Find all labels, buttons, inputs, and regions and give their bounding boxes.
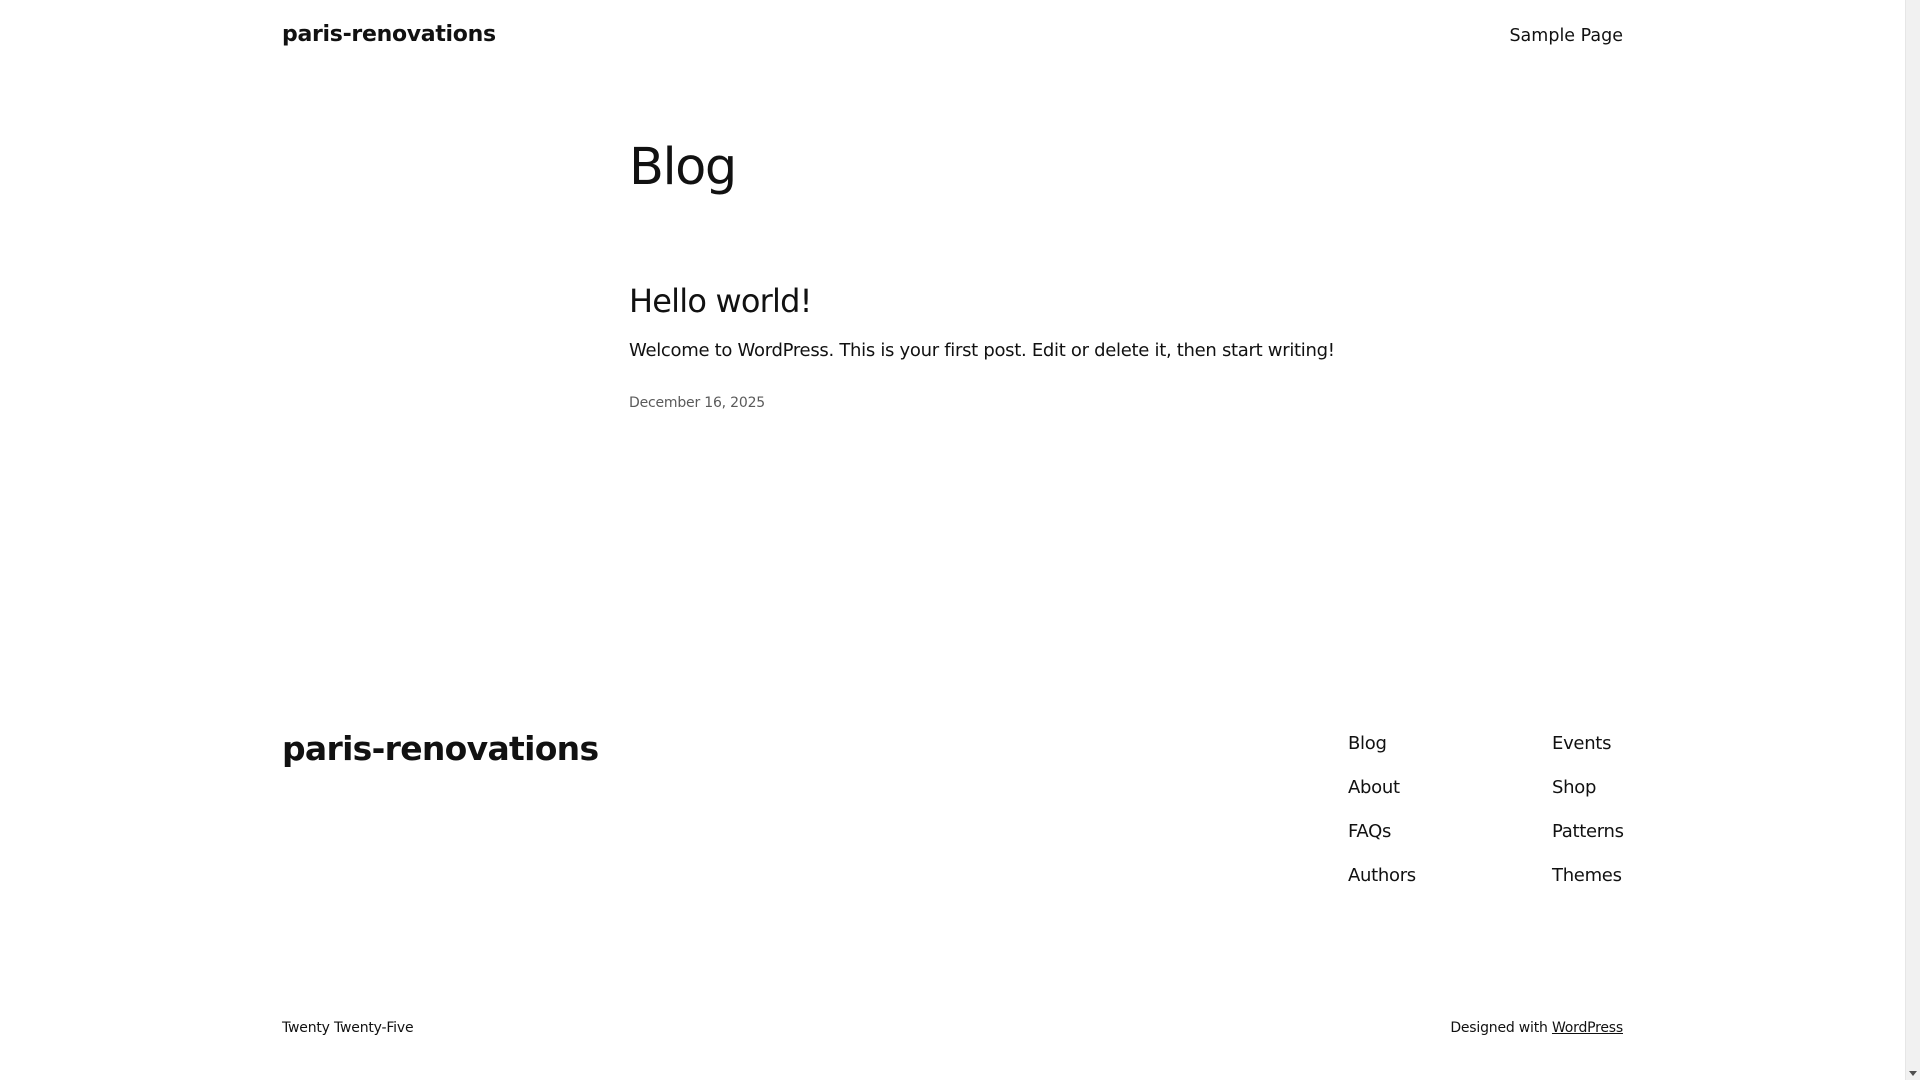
post-title-link[interactable]: Hello world! [629, 282, 812, 320]
footer-nav-item [1348, 817, 1416, 861]
footer-link-events[interactable]: Events [1552, 733, 1612, 754]
wordpress-link[interactable]: WordPress [1551, 1020, 1623, 1036]
footer-link-about[interactable]: About [1348, 777, 1400, 798]
scroll-down-arrow-icon[interactable] [1909, 1071, 1917, 1076]
theme-credit: Twenty Twenty-Five [282, 1020, 414, 1036]
site-title-link[interactable]: paris-renovations [282, 22, 496, 47]
vertical-scrollbar[interactable] [1905, 0, 1920, 1080]
footer-link-shop[interactable]: Shop [1552, 777, 1597, 798]
designed-with-text: Designed with [1450, 1020, 1548, 1036]
designed-with-credit [1450, 1018, 1623, 1038]
nav-item-sample-page[interactable]: Sample Page [1509, 26, 1623, 46]
footer-nav-item [1348, 729, 1416, 773]
footer-site-title-link[interactable]: paris-renovations [282, 729, 599, 768]
footer-nav-item [1552, 861, 1624, 905]
footer-nav-item [1348, 861, 1416, 905]
page-title: Blog [629, 138, 736, 197]
footer-link-themes[interactable]: Themes [1552, 865, 1622, 886]
post-date[interactable]: December 16, 2025 [629, 395, 765, 411]
footer-link-authors[interactable]: Authors [1348, 865, 1416, 886]
footer-nav-column-1 [1348, 729, 1416, 905]
footer-nav-item [1348, 773, 1416, 817]
footer-nav-item [1552, 729, 1624, 773]
footer-nav-item [1552, 817, 1624, 861]
footer-link-blog[interactable]: Blog [1348, 733, 1387, 754]
footer-link-faqs[interactable]: FAQs [1348, 821, 1392, 842]
post-excerpt: Welcome to WordPress. This is your first post. Edit or delete it, then start writing! [629, 340, 1335, 361]
footer-link-patterns[interactable]: Patterns [1552, 821, 1624, 842]
footer-nav-column-2 [1552, 729, 1624, 905]
footer-nav-item [1552, 773, 1624, 817]
